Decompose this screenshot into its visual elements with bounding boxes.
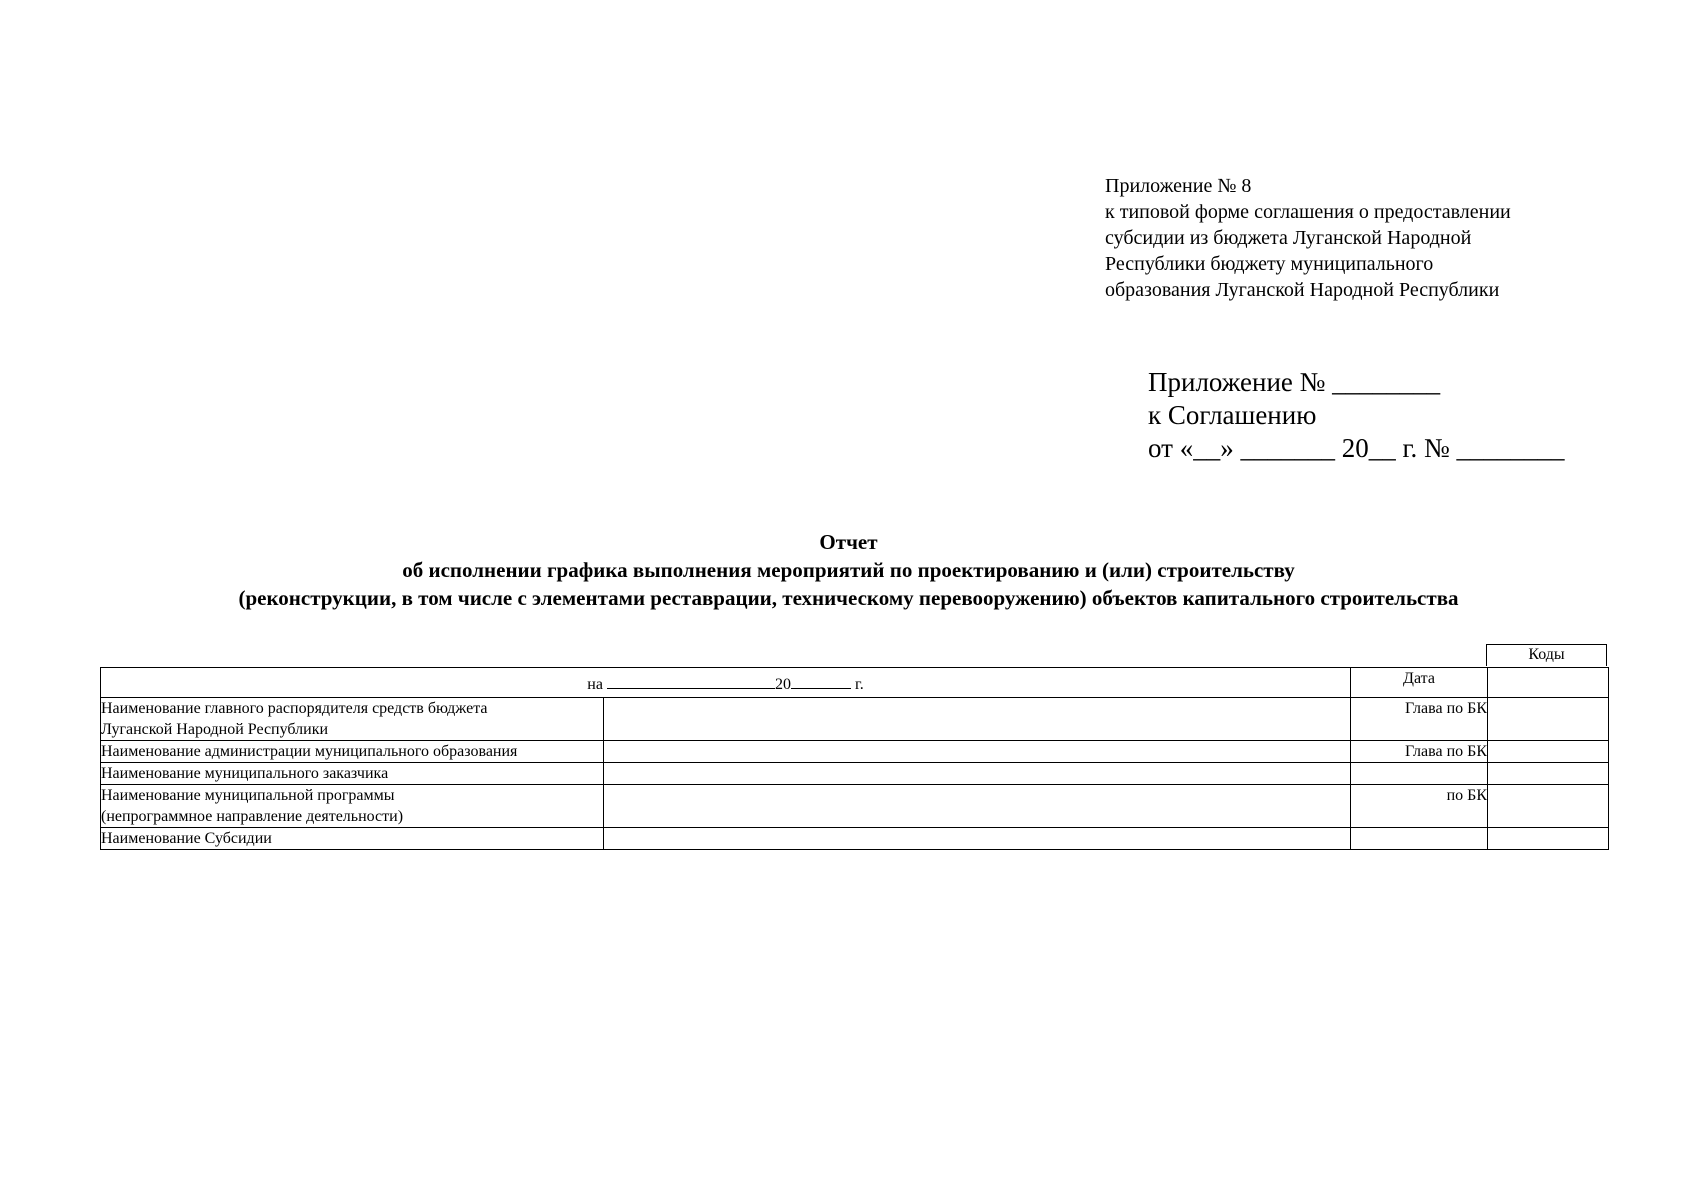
row-label-line: Наименование главного распорядителя средств бюджета	[101, 700, 488, 717]
row-code-cell	[1488, 741, 1609, 763]
row-side-label	[1351, 763, 1488, 785]
report-form-table	[100, 667, 1609, 850]
appendix-number-block	[1105, 173, 1511, 303]
title-line-2: об исполнении графика выполнения мероприятий по проектированию и (или) строительству	[402, 558, 1295, 582]
row-value-cell	[604, 698, 1351, 741]
row-code-cell	[1488, 698, 1609, 741]
report-title	[0, 528, 1697, 612]
form-row	[101, 785, 1609, 828]
row-label-line: (непрограммное направление деятельности)	[101, 808, 404, 825]
date-side-label: Дата	[1351, 668, 1488, 698]
row-value-cell	[604, 763, 1351, 785]
agreement-appendix-line: от «__» _______ 20__ г. № ________	[1148, 433, 1565, 463]
form-row	[101, 828, 1609, 850]
date-line-cell	[101, 668, 1351, 698]
date-row	[101, 668, 1609, 698]
row-value-cell	[604, 785, 1351, 828]
form-row	[101, 698, 1609, 741]
row-label-line: Наименование Субсидии	[101, 830, 272, 847]
form-row	[101, 741, 1609, 763]
appendix-line: Приложение № 8	[1105, 175, 1252, 197]
row-code-cell	[1488, 763, 1609, 785]
date-prefix: на	[587, 676, 603, 693]
agreement-appendix-line: Приложение № ________	[1148, 367, 1441, 397]
row-label-line: Наименование муниципальной программы	[101, 787, 395, 804]
row-label-line: Наименование муниципального заказчика	[101, 765, 389, 782]
appendix-line: к типовой форме соглашения о предоставлении	[1105, 201, 1511, 223]
title-line-3: (реконструкции, в том числе с элементами реставрации, техническому перевооружению) объектов капитального строительства	[238, 586, 1459, 610]
row-label-line: Луганской Народной Республики	[101, 721, 329, 738]
row-label-line: Наименование администрации муниципального образования	[101, 743, 518, 760]
date-code-cell	[1488, 668, 1609, 698]
row-value-cell	[604, 828, 1351, 850]
agreement-appendix-line: к Соглашению	[1148, 400, 1317, 430]
row-side-label: по БК	[1351, 785, 1488, 828]
row-label	[101, 785, 604, 828]
row-label	[101, 828, 604, 850]
appendix-line: субсидии из бюджета Луганской Народной	[1105, 227, 1472, 249]
appendix-line: Республики бюджету муниципального	[1105, 253, 1434, 275]
date-year: 20	[774, 676, 791, 693]
row-value-cell	[604, 741, 1351, 763]
row-label	[101, 763, 604, 785]
row-side-label: Глава по БК	[1351, 698, 1488, 741]
date-suffix: г.	[854, 676, 864, 693]
row-side-label	[1351, 828, 1488, 850]
row-side-label: Глава по БК	[1351, 741, 1488, 763]
row-label	[101, 698, 604, 741]
year-blank	[791, 668, 851, 689]
agreement-appendix-block	[1148, 366, 1564, 465]
codes-header: Коды	[1486, 644, 1607, 666]
date-blank	[607, 668, 775, 689]
row-label	[101, 741, 604, 763]
row-code-cell	[1488, 785, 1609, 828]
row-code-cell	[1488, 828, 1609, 850]
form-row	[101, 763, 1609, 785]
title-line-1: Отчет	[819, 530, 878, 554]
appendix-line: образования Луганской Народной Республики	[1105, 279, 1500, 301]
